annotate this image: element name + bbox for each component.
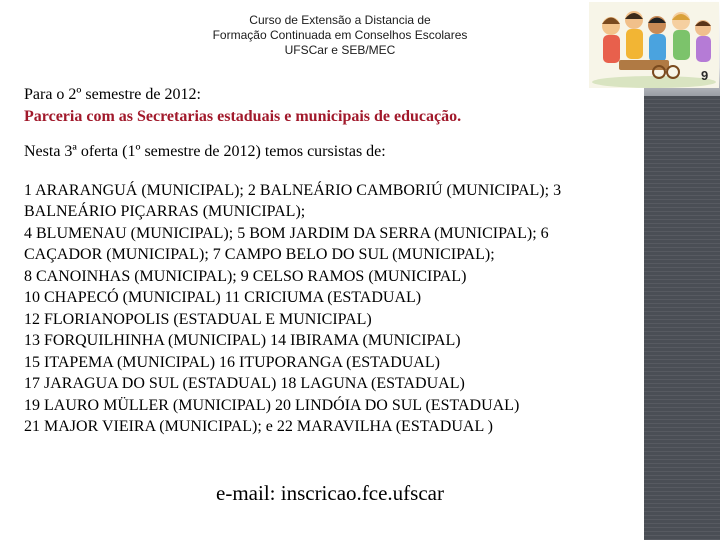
list-line: 4 BLUMENAU (MUNICIPAL); 5 BOM JARDIM DA SERRA (MUNICIPAL); 6 <box>24 224 549 242</box>
list-line: BALNEÁRIO PIÇARRAS (MUNICIPAL); <box>24 203 306 220</box>
list-line: 10 CHAPECÓ (MUNICIPAL) 11 CRICIUMA (ESTADUAL) <box>24 289 422 306</box>
email-line: e-mail: inscricao.fce.ufscar <box>216 481 444 505</box>
list-line: 21 MAJOR VIEIRA (MUNICIPAL); e 22 MARAVILHA (ESTADUAL ) <box>24 418 493 435</box>
partnership-line: Parceria com as Secretarias estaduais e municipais de educação. <box>24 107 462 125</box>
main-content <box>24 84 636 438</box>
children-illustration-icon <box>589 2 719 88</box>
semester-line: Para o 2º semestre de 2012: <box>24 86 201 103</box>
list-line: 13 FORQUILHINHA (MUNICIPAL) 14 IBIRAMA (MUNICIPAL) <box>24 332 461 349</box>
header-line-1: Curso de Extensão a Distancia de <box>249 13 431 27</box>
list-line: CAÇADOR (MUNICIPAL); 7 CAMPO BELO DO SUL (MUNICIPAL); <box>24 246 495 263</box>
city-list <box>24 180 636 438</box>
children-group-illustration <box>589 2 719 88</box>
header-line-3: UFSCar e SEB/MEC <box>284 43 396 57</box>
list-line: 1 ARARANGUÁ (MUNICIPAL); 2 BALNEÁRIO CAMBORIÚ (MUNICIPAL); 3 <box>24 181 562 199</box>
offer-line: Nesta 3ª oferta (1º semestre de 2012) temos cursistas de: <box>24 143 386 160</box>
list-line: 8 CANOINHAS (MUNICIPAL); 9 CELSO RAMOS (MUNICIPAL) <box>24 267 467 285</box>
list-line: 17 JARAGUA DO SUL (ESTADUAL) 18 LAGUNA (ESTADUAL) <box>24 375 465 392</box>
list-line: 15 ITAPEMA (MUNICIPAL) 16 ITUPORANGA (ESTADUAL) <box>24 353 440 371</box>
illustration-number: 9 <box>701 68 709 83</box>
list-line: 12 FLORIANOPOLIS (ESTADUAL E MUNICIPAL) <box>24 310 372 328</box>
course-header <box>190 13 490 58</box>
list-line: 19 LAURO MÜLLER (MUNICIPAL) 20 LINDÓIA DO SUL (ESTADUAL) <box>24 396 520 414</box>
sidebar-decoration <box>644 96 720 540</box>
header-line-2: Formação Continuada em Conselhos Escolares <box>212 28 468 42</box>
